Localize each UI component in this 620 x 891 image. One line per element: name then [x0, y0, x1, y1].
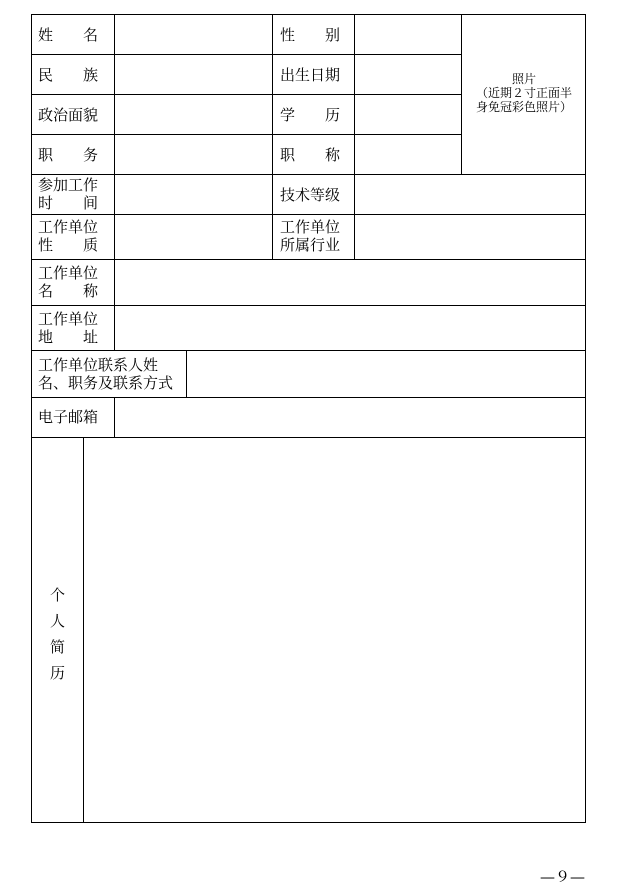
- resume-field[interactable]: [84, 438, 585, 822]
- photo-desc-1: （近期２寸正面半: [475, 86, 572, 100]
- resume-char-2: 人: [49, 612, 65, 630]
- unit-nature-label: [38, 218, 98, 254]
- unit-address-label-line2: 地 址: [38, 328, 99, 346]
- political-label: 政治面貌: [38, 106, 99, 124]
- ethnicity-field[interactable]: [115, 55, 272, 94]
- unit-name-label-line1: 工作单位: [38, 264, 99, 282]
- contact-label-line2: 名、职务及联系方式: [38, 374, 174, 392]
- resume-char-1: 个: [49, 586, 65, 604]
- unit-address-label: [38, 310, 98, 346]
- tech-level-field[interactable]: [355, 175, 585, 214]
- name-field[interactable]: [115, 15, 272, 54]
- education-label: 学 历: [280, 106, 341, 124]
- border-bottom: [31, 822, 586, 823]
- position-label: 职 务: [38, 146, 99, 164]
- col-line: [272, 14, 273, 260]
- resume-char-4: 历: [49, 664, 65, 682]
- contact-field[interactable]: [187, 351, 585, 397]
- email-field[interactable]: [115, 398, 585, 437]
- resume-char-3: 简: [49, 638, 65, 656]
- unit-industry-label: [280, 218, 340, 254]
- unit-industry-label-line1: 工作单位: [280, 218, 341, 236]
- page-number: —９—: [540, 868, 586, 886]
- title-label: 职 称: [280, 146, 341, 164]
- contact-label-line1: 工作单位联系人姓: [38, 356, 159, 374]
- work-start-label-line1: 参加工作: [38, 176, 99, 194]
- unit-nature-field[interactable]: [115, 215, 272, 259]
- work-start-label: [38, 176, 98, 212]
- email-label: 电子邮箱: [38, 408, 99, 426]
- unit-name-field[interactable]: [115, 260, 585, 305]
- unit-name-label-line2: 名 称: [38, 282, 99, 300]
- position-field[interactable]: [115, 135, 272, 174]
- unit-industry-field[interactable]: [355, 215, 585, 259]
- unit-name-label: [38, 264, 98, 300]
- education-field[interactable]: [355, 95, 461, 134]
- work-start-field[interactable]: [115, 175, 272, 214]
- photo-note: [462, 72, 586, 114]
- work-start-label-line2: 时 间: [38, 194, 99, 212]
- border-right: [585, 14, 586, 823]
- name-label: 姓 名: [38, 26, 99, 44]
- birthdate-label: 出生日期: [280, 66, 341, 84]
- ethnicity-label: 民 族: [38, 66, 99, 84]
- unit-nature-label-line1: 工作单位: [38, 218, 99, 236]
- title-field[interactable]: [355, 135, 461, 174]
- birthdate-field[interactable]: [355, 55, 461, 94]
- unit-address-label-line1: 工作单位: [38, 310, 99, 328]
- tech-level-label: 技术等级: [280, 186, 341, 204]
- unit-nature-label-line2: 性 质: [38, 236, 99, 254]
- border-left: [31, 14, 32, 823]
- unit-address-field[interactable]: [115, 306, 585, 350]
- photo-title: 照片: [511, 72, 536, 86]
- gender-field[interactable]: [355, 15, 461, 54]
- resume-label: [31, 582, 84, 686]
- photo-desc-2: 身免冠彩色照片）: [475, 100, 572, 114]
- contact-label: [38, 356, 173, 392]
- gender-label: 性 别: [280, 26, 341, 44]
- political-field[interactable]: [115, 95, 272, 134]
- unit-industry-label-line2: 所属行业: [280, 236, 341, 254]
